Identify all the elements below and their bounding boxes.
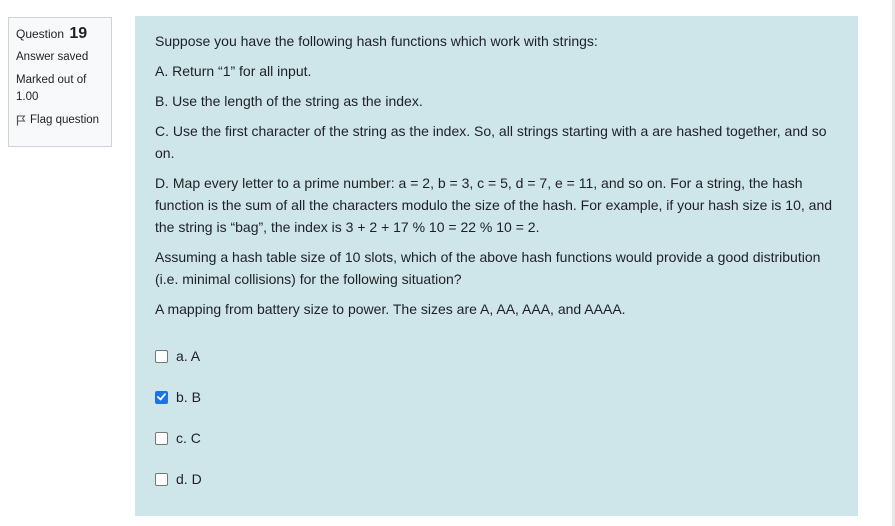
question-prompt: Assuming a hash table size of 10 slots, which of the above hash functions would provide a good distribution (i.e. minimal collisions) for the following situation? — [155, 249, 821, 287]
answer-d-label: d. D — [176, 471, 202, 487]
answer-c-checkbox[interactable] — [155, 432, 168, 445]
answer-option-a[interactable] — [155, 346, 838, 366]
marked-value: 1.00 — [16, 91, 39, 103]
flag-question-button[interactable] — [16, 114, 104, 126]
hash-option-b: B. Use the length of the string as the index. — [155, 93, 423, 109]
question-number — [16, 25, 104, 43]
question-intro: Suppose you have the following hash functions which work with strings: — [155, 33, 598, 49]
answer-d-checkbox[interactable] — [155, 473, 168, 486]
answer-option-c[interactable] — [155, 428, 838, 448]
question-content — [135, 16, 858, 516]
question-info-panel — [8, 17, 112, 147]
answer-a-label: a. A — [176, 348, 201, 364]
answer-b-label: b. B — [176, 389, 201, 405]
answer-state: Answer saved — [16, 51, 89, 63]
answer-a-checkbox[interactable] — [155, 350, 168, 363]
flag-icon — [16, 115, 26, 126]
question-scenario: A mapping from battery size to power. The sizes are A, AA, AAA, and AAAA. — [155, 301, 626, 317]
question-label: Question — [16, 27, 65, 41]
marked-label: Marked out of — [16, 74, 87, 86]
flag-question-label: Flag question — [30, 114, 100, 126]
grade-info — [16, 72, 104, 106]
answer-list — [155, 346, 838, 489]
answer-c-label: c. C — [176, 430, 201, 446]
hash-option-a: A. Return “1” for all input. — [155, 63, 312, 79]
answer-option-b[interactable] — [155, 387, 838, 407]
hash-option-c: C. Use the first character of the string as the index. So, all strings starting with a are hashed together, and so on. — [155, 123, 827, 161]
hash-option-d: D. Map every letter to a prime number: a = 2, b = 3, c = 5, d = 7, e = 11, and so on. For a string, the hash function is the sum of all the characters modulo the size of the hash. For example, if your hash size is 10, and the string is “bag”, the index is 3 + 2 + 17 % 10 = 22 % 10 = 2. — [155, 175, 833, 235]
check-icon — [157, 393, 166, 401]
question-number-value: 19 — [69, 25, 88, 42]
answer-b-checkbox[interactable] — [155, 391, 168, 404]
answer-option-d[interactable] — [155, 469, 838, 489]
